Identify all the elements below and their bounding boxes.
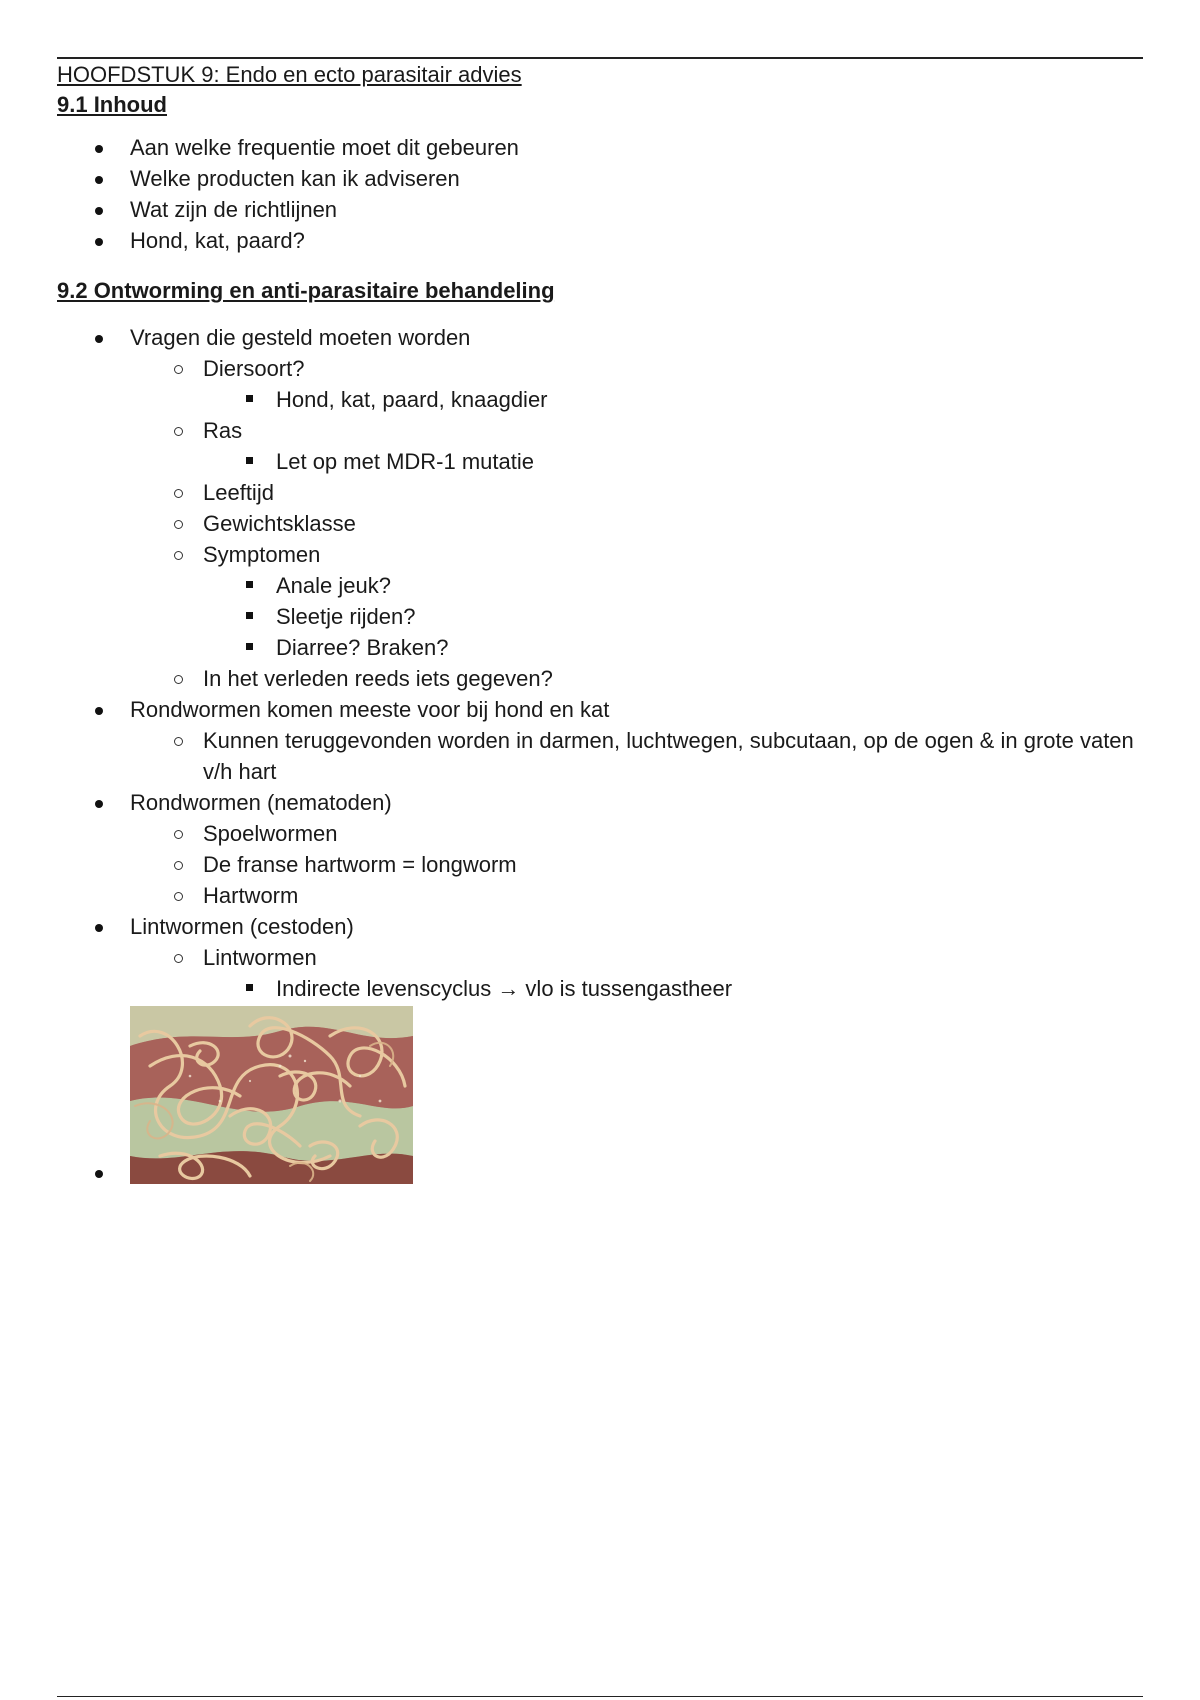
cestodes-sublist <box>130 942 1147 1004</box>
list-item: Diarree? Braken? <box>203 632 1147 663</box>
breed-sublist <box>203 446 1147 477</box>
document-content <box>57 60 1147 1186</box>
list-item: Spoelwormen <box>130 818 1147 849</box>
list-item <box>130 942 1147 1004</box>
section-heading-inhoud: 9.1 Inhoud <box>57 92 167 117</box>
list-item: Hond, kat, paard, knaagdier <box>203 384 1147 415</box>
list-item: Sleetje rijden? <box>203 601 1147 632</box>
list-item <box>130 415 1147 477</box>
roundworms-common-label: Rondwormen komen meeste voor bij hond en kat <box>130 697 610 722</box>
nematodes-sublist <box>130 818 1147 911</box>
breed-label: Ras <box>203 418 243 443</box>
section-heading-ontworming: 9.2 Ontworming en anti-parasitaire behandeling <box>57 278 555 303</box>
list-item: In het verleden reeds iets gegeven? <box>130 663 1147 694</box>
list-item: Anale jeuk? <box>203 570 1147 601</box>
ontworming-list <box>57 322 1147 1004</box>
symptoms-sublist <box>203 570 1147 663</box>
list-item: Kunnen teruggevonden worden in darmen, luchtwegen, subcutaan, op de ogen & in grote vaten v/h hart <box>130 725 1147 787</box>
photo-list-item <box>57 1006 1147 1186</box>
questions-label: Vragen die gesteld moeten worden <box>130 325 471 350</box>
list-item: Hond, kat, paard? <box>57 225 1147 256</box>
list-item: Wat zijn de richtlijnen <box>57 194 1147 225</box>
list-item: Hartworm <box>130 880 1147 911</box>
list-item: Welke producten kan ik adviseren <box>57 163 1147 194</box>
list-item: De franse hartworm = longworm <box>130 849 1147 880</box>
list-item: Let op met MDR-1 mutatie <box>203 446 1147 477</box>
symptoms-label: Symptomen <box>203 542 321 567</box>
list-item: Leeftijd <box>130 477 1147 508</box>
inhoud-list <box>57 132 1147 256</box>
header-rule <box>57 57 1143 59</box>
list-item: Gewichtsklasse <box>130 508 1147 539</box>
list-item: Aan welke frequentie moet dit gebeuren <box>57 132 1147 163</box>
species-label: Diersoort? <box>203 356 305 381</box>
cestodes-label: Lintwormen (cestoden) <box>130 914 354 939</box>
list-item <box>57 787 1147 911</box>
footer-rule <box>57 1696 1143 1697</box>
list-item <box>57 694 1147 787</box>
questions-sublist <box>130 353 1147 694</box>
list-item <box>130 539 1147 663</box>
chapter-title: HOOFDSTUK 9: Endo en ecto parasitair advies <box>57 62 522 87</box>
tapeworm-sublist <box>203 973 1147 1004</box>
tapeworm-label: Lintwormen <box>203 945 317 970</box>
roundworms-common-sublist <box>130 725 1147 787</box>
species-sublist <box>203 384 1147 415</box>
list-item <box>57 911 1147 1004</box>
list-item <box>130 353 1147 415</box>
nematodes-label: Rondwormen (nematoden) <box>130 790 392 815</box>
list-item: Indirecte levenscyclus → vlo is tussengastheer <box>203 973 1147 1004</box>
worms-photo-image <box>130 1006 413 1184</box>
worms-photo <box>130 1006 413 1184</box>
list-item <box>57 322 1147 694</box>
